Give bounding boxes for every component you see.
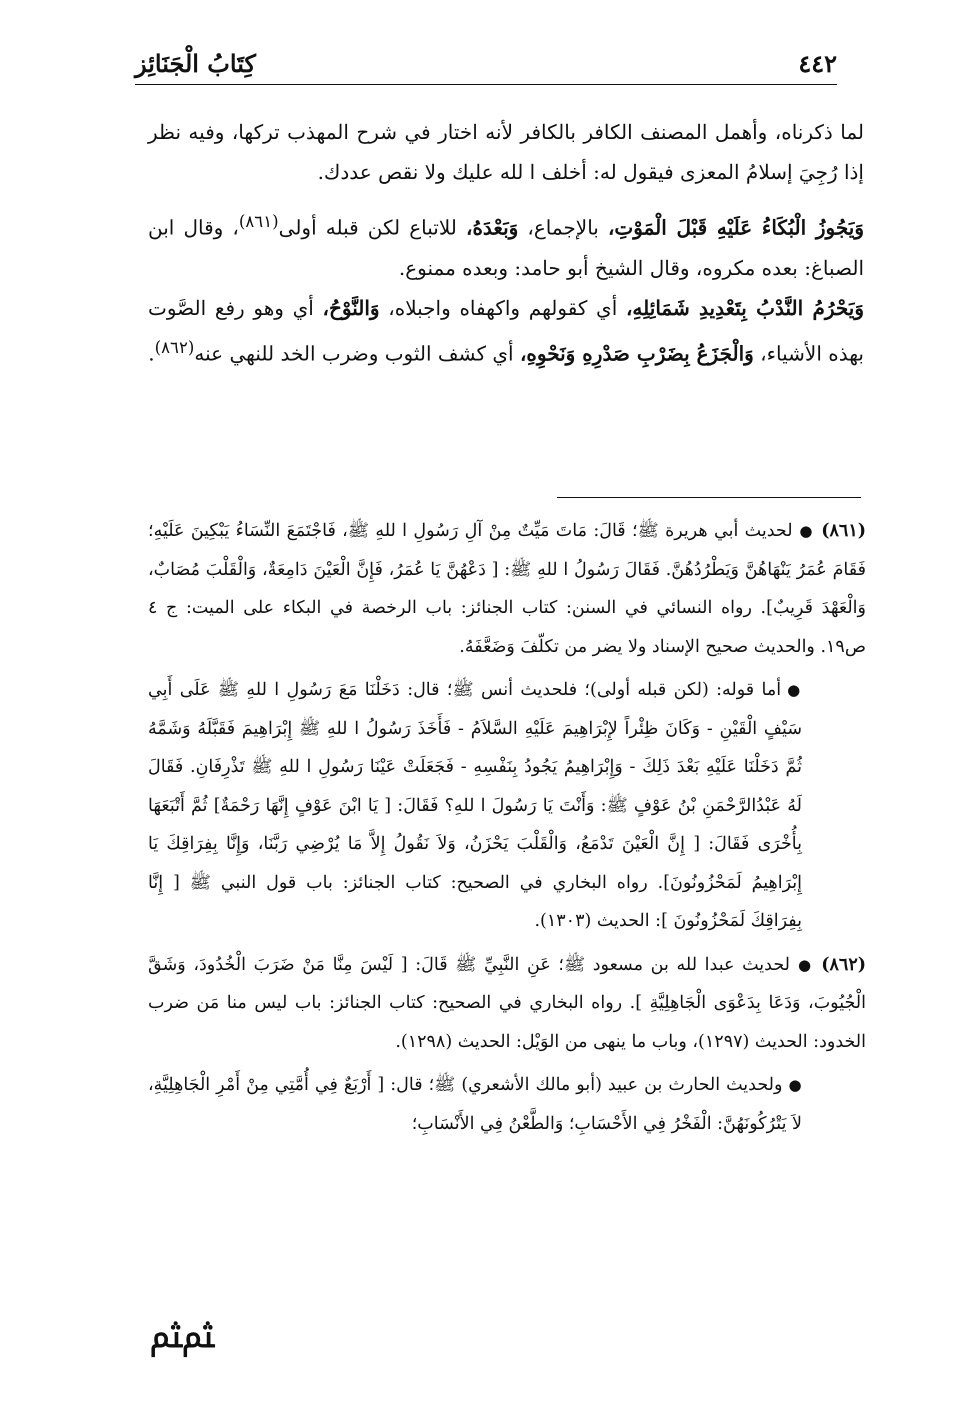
continuation-arrows: ﱸﱸ <box>150 1320 215 1355</box>
main-text <box>148 112 864 373</box>
footnote-text: لحديث أبي هريرة ﷺ؛ قَالَ: مَاتَ مَيِّتٌ مِنْ آلِ رَسُولِ ا للهِ ﷺ، فَاجْتَمَعَ النِّسَاءُ يَبْكِينَ عَلَيْهِ؛ فَقَامَ عُمَرُ يَنْهَاهُنَّ وَيَطْرُدُهُنَّ. فَقَالَ رَسُولُ ا للهِ ﷺ: [ دَعْهُنَّ يَا عُمَرُ، فَإِنَّ الْعَيْنَ دَامِعَةٌ، وَالْقَلْبَ مُصَابٌ، وَالْعَهْدَ قَرِيبٌ]. رواه النسائي في السنن: كتاب الجنائز: باب الرخصة في البكاء على الميت: ج ٤ ص١٩. والحديث صحيح الإسناد ولا يضر من تكلّفَ وَضَعَّفَهُ. <box>148 521 866 657</box>
footnote-text: أما قوله: (لكن قبله أولى)؛ فلحديث أنس ﷺ؛ قال: دَخَلْنَا مَعَ رَسُولِ ا للهِ ﷺ عَلَى أَبِي سَيْفٍ الْقَيْنِ - وَكَانَ ظِئْراً لإِبْرَاهِيمَ عَلَيْهِ السَّلاَمُ - فَأَخَذَ رَسُولُ ا للهِ ﷺ إِبْرَاهِيمَ فَقَبَّلَهُ وَشَمَّهُ ثُمَّ دَخَلْنَا عَلَيْهِ بَعْدَ ذَلِكَ - وَإِبْرَاهِيمُ يَجُودُ بِنَفْسِهِ - فَجَعَلَتْ عَيْنَا رَسُولِ ا للهِ ﷺ تَذْرِفَانِ. فَقَالَ لَهُ عَبْدُالرَّحْمَنِ بْنُ عَوْفٍ ﷺ: وَأَنْتَ يَا رَسُولَ ا للهِ؟ فَقَالَ: [ يَا ابْنَ عَوْفٍ إِنَّهَا رَحْمَةٌ] ثُمَّ أَتْبَعَهَا بِأُخْرَى فَقَالَ: [ إِنَّ الْعَيْنَ تَدْمَعُ، وَالْقَلْبَ يَحْزَنُ، وَلاَ نَقُولُ إِلاَّ مَا يُرْضِي رَبَّنَا، وَإِنَّا بِفِرَاقِكَ يَا إِبْرَاهِيمُ لَمَحْزُونُونَ]. رواه البخاري في الصحيح: كتاب الجنائز: باب قول النبي ﷺ [ إِنَّا بِفِرَاقِكَ لَمَحْزُونُونَ ]: الحديث (١٣٠٣). <box>148 680 802 931</box>
footnote-861-continuation <box>148 671 866 941</box>
filled-circle-icon: ● <box>788 1076 803 1094</box>
matn-text: وَبَعْدَهُ، <box>465 215 519 240</box>
footnotes <box>148 512 866 1148</box>
paragraph-3 <box>148 288 864 374</box>
page-number: ٤٤٢ <box>798 49 837 78</box>
sharh-text: أي كقولهم واكهفاه واجبلاه، <box>379 295 626 320</box>
matn-text: وَالْجَزَعُ بِضَرْبِ صَدْرِهِ وَنَحْوِهِ، <box>519 341 754 366</box>
matn-text: وَيَجُوزُ الْبُكَاءُ عَلَيْهِ قَبْلَ الْمَوْتِ، <box>607 215 864 240</box>
filled-circle-icon: ● <box>798 522 814 540</box>
footnote-text: لحديث عبدا لله بن مسعود ﷺ؛ عَنِ النَّبِيِّ ﷺ قَالَ: [ لَيْسَ مِنَّا مَنْ ضَرَبَ الْخُدُودَ، وَشَقَّ الْجُيُوبَ، وَدَعَا بِدَعْوَى الْجَاهِلِيَّةِ ]. رواه البخاري في الصحيح: كتاب الجنائز: باب ليس منا مَن ضرب الخدود: الحديث (١٢٩٧)، وباب ما ينهى من الوَيْل: الحديث (١٢٩٨). <box>148 954 866 1052</box>
sharh-text: أي وهو رفع الصَّوت بهذه الأشياء، <box>148 295 864 366</box>
sharh-text: أي كشف الثوب وضرب الخد للنهي عنه <box>194 341 520 366</box>
footnote-number: (٨٦٢) <box>821 954 866 975</box>
sharh-text: . <box>148 341 155 366</box>
paragraph-2 <box>148 202 864 288</box>
footnote-ref[interactable]: (٨٦٢) <box>154 337 195 357</box>
footnote-text: ولحديث الحارث بن عبيد (أبو مالك الأشعري) ﷺ؛ قال: [ أَرْبَعٌ فِي أُمَّتِي مِنْ أَمْرِ الْجَاهِلِيَّةِ، لاَ يَتْرُكُونَهُنَّ: الْفَخْرُ فِي الأَحْسَابِ؛ وَالطَّعْنُ فِي الأَنْسَابِ؛ <box>148 1075 802 1134</box>
footnote-862 <box>148 946 866 1062</box>
paragraph-1: لما ذكرناه، وأهمل المصنف الكافر بالكافر لأنه اختار في شرح المهذب تركها، وفيه نظر إذا رُجِيَ إسلامُ المعزى فيقول له: أخلف ا لله عليك ولا نقص عددك. <box>148 120 864 184</box>
filled-circle-icon: ● <box>795 955 814 974</box>
chapter-title: كِتَابُ الْجَنَائِز <box>135 49 256 78</box>
footnote-separator <box>557 497 861 498</box>
footnote-861 <box>148 512 866 666</box>
footnote-number: (٨٦١) <box>821 521 867 541</box>
matn-text: وَالنَّوْحُ، <box>322 295 380 320</box>
filled-circle-icon: ● <box>787 681 802 699</box>
footnote-862-continuation <box>148 1066 866 1143</box>
matn-text: وَيَحْرُمُ النَّدْبُ بِتَعْدِيدِ شَمَائِلِهِ، <box>625 295 865 320</box>
sharh-text: ، وقال ابن الصباغ: بعده مكروه، وقال الشيخ أبو حامد: وبعده ممنوع. <box>148 215 864 280</box>
page-header <box>135 38 837 85</box>
sharh-text: بالإجماع، <box>518 215 608 240</box>
sharh-text: للاتباع لكن قبله أولى <box>278 215 466 240</box>
footnote-ref[interactable]: (٨٦١) <box>238 212 279 231</box>
